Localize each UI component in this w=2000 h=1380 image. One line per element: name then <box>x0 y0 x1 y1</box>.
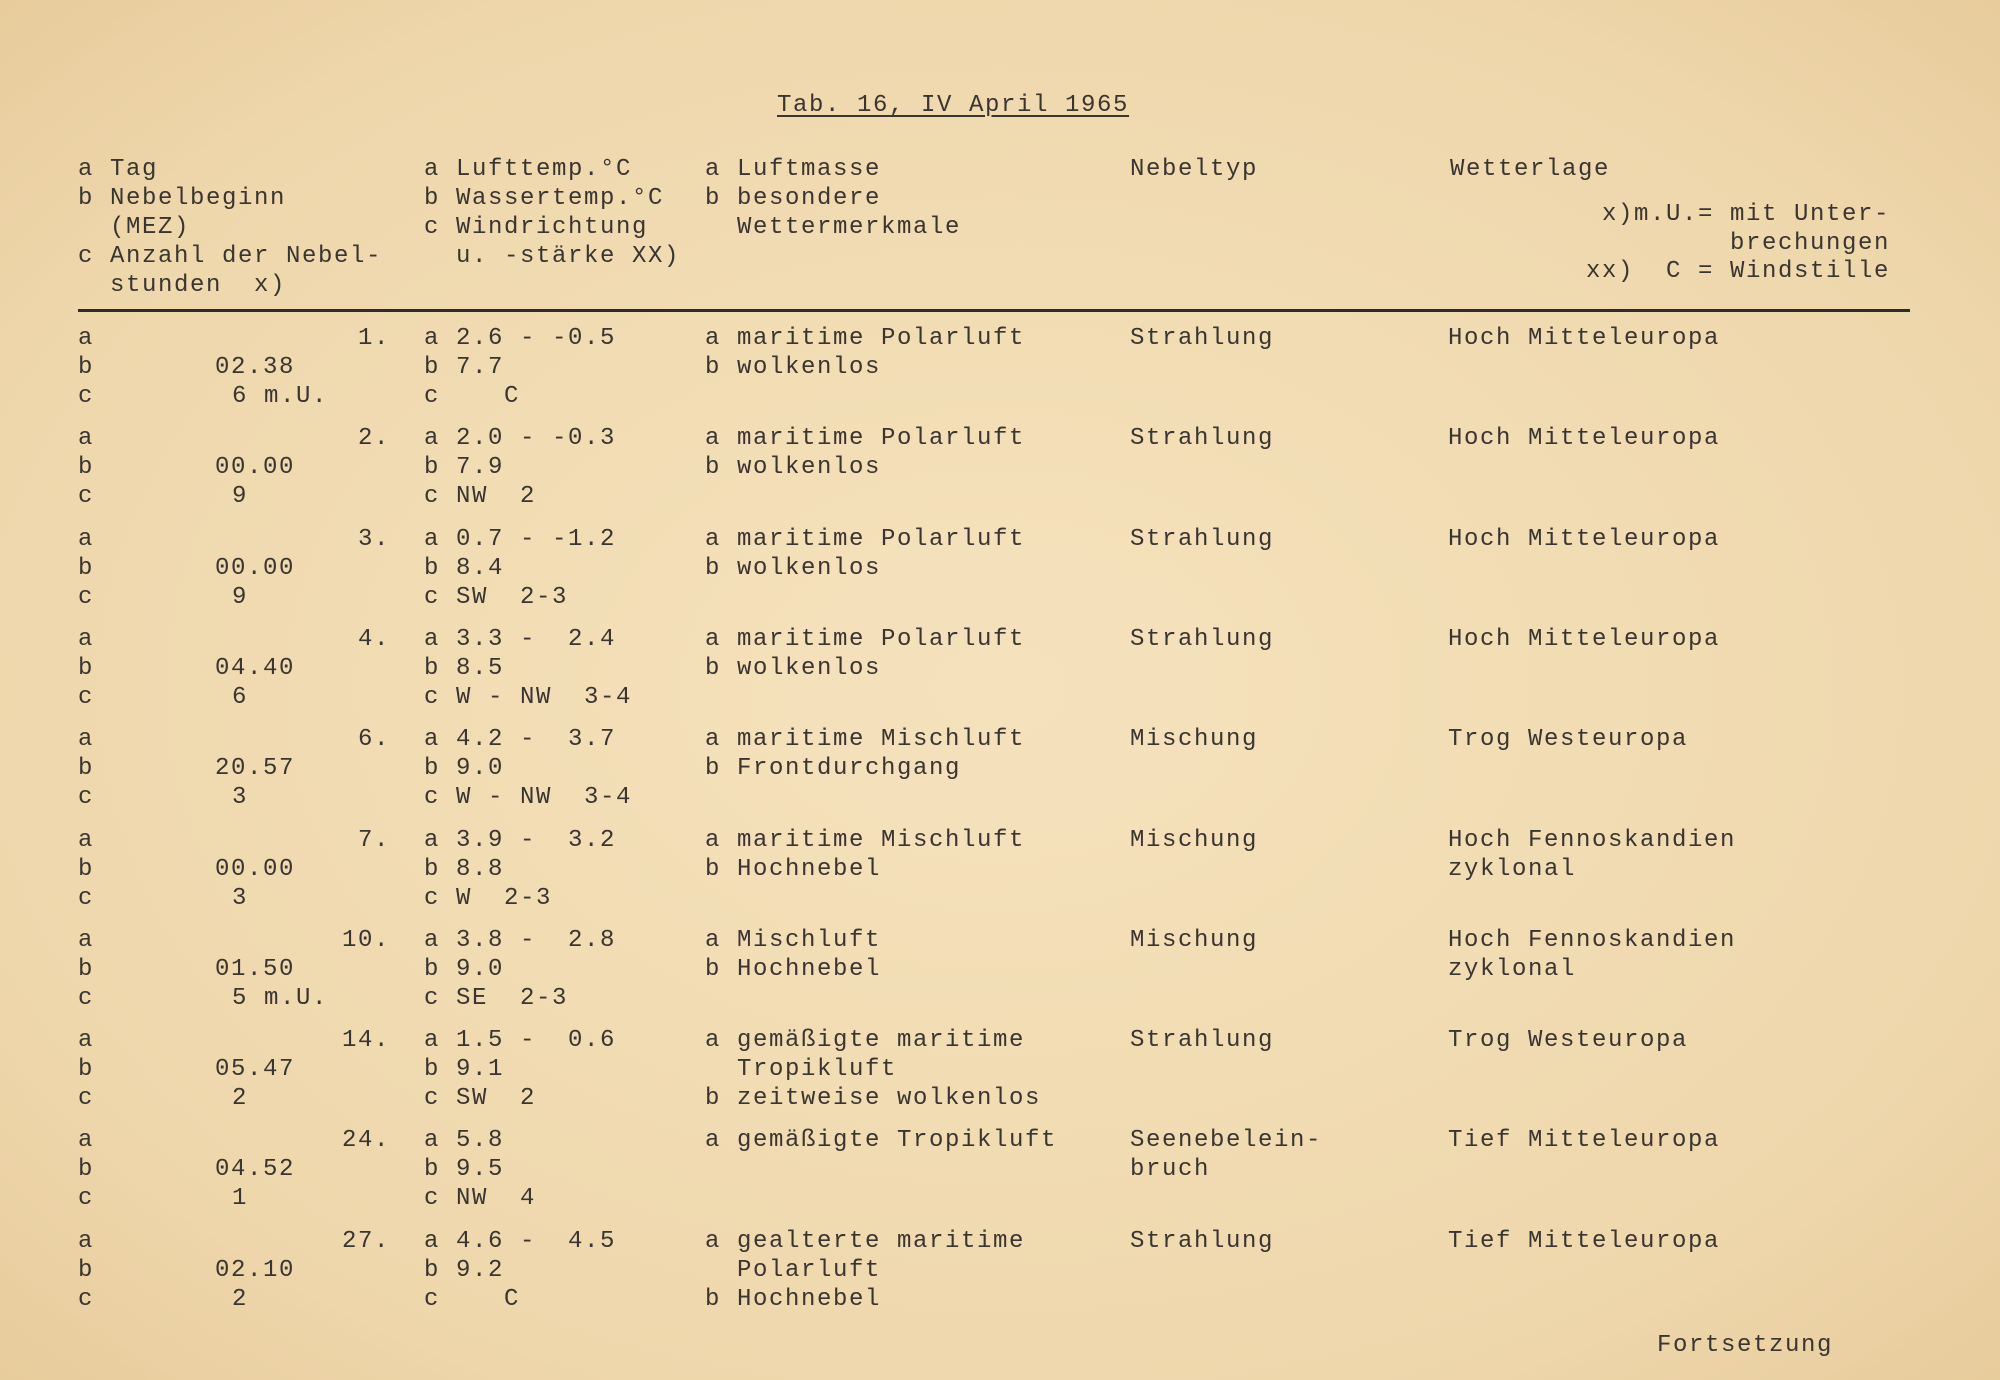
header-col-day-c2: stunden x) <box>78 272 287 299</box>
header-col-air-b: b besondere <box>705 185 882 212</box>
cell-wx2: zyklonal <box>1448 855 1577 883</box>
cell-begin: 00.00 <box>215 855 296 883</box>
row-line-marker: a <box>78 325 95 352</box>
header-col-air-b2: Wettermerkmale <box>705 214 962 241</box>
cell-day: 6. <box>357 726 390 754</box>
cell-type1: Strahlung <box>1130 525 1275 553</box>
cell-temp: a 4.2 - 3.7 <box>424 726 617 754</box>
cell-type1: Seenebelein- <box>1130 1127 1323 1155</box>
cell-temp: a 3.9 - 3.2 <box>424 826 617 854</box>
cell-air: a maritime Polarluft <box>705 525 1026 553</box>
row-line-marker: a <box>78 1027 95 1055</box>
cell-hours: 2 <box>232 1085 249 1113</box>
cell-wind: c NW 2 <box>424 483 537 511</box>
cell-feat2: b Hochnebel <box>705 1285 882 1313</box>
header-col-fogtype: Nebeltyp <box>1130 156 1259 183</box>
header-col-temp-c: c Windrichtung <box>424 214 649 241</box>
cell-hours: 3 <box>232 784 249 812</box>
row-line-marker: c <box>78 1285 95 1313</box>
header-note-1b: brechungen <box>1729 230 1890 257</box>
cell-water: b 8.4 <box>424 554 505 582</box>
cell-type1: Strahlung <box>1130 1227 1275 1255</box>
cell-air: a maritime Polarluft <box>705 325 1026 352</box>
cell-feat1: b Hochnebel <box>705 955 882 983</box>
row-line-marker: c <box>78 383 95 410</box>
header-col-day-a: a Tag <box>78 156 159 183</box>
cell-wind: c SW 2 <box>424 1085 537 1113</box>
cell-day: 7. <box>357 826 390 854</box>
row-line-marker: a <box>78 1127 95 1155</box>
header-col-day-b2: (MEZ) <box>78 214 191 241</box>
row-line-marker: a <box>78 525 95 553</box>
cell-air: a gemäßigte Tropikluft <box>705 1127 1058 1155</box>
cell-hours: 1 <box>232 1185 249 1213</box>
cell-temp: a 4.6 - 4.5 <box>424 1227 617 1255</box>
cell-type1: Mischung <box>1130 726 1259 754</box>
cell-begin: 00.00 <box>215 554 296 582</box>
cell-feat1: Tropikluft <box>705 1056 898 1084</box>
table-title: Tab. 16, IV April 1965 <box>777 92 1130 119</box>
cell-day: 24. <box>341 1127 390 1155</box>
cell-begin: 02.10 <box>215 1256 296 1284</box>
cell-wx1: Hoch Mitteleuropa <box>1448 625 1721 653</box>
cell-water: b 9.2 <box>424 1256 505 1284</box>
cell-air: a maritime Polarluft <box>705 625 1026 653</box>
cell-wx1: Hoch Mitteleuropa <box>1448 325 1721 352</box>
cell-type1: Strahlung <box>1130 425 1275 453</box>
cell-wx1: Hoch Mitteleuropa <box>1448 525 1721 553</box>
header-col-temp-a: a Lufttemp.°C <box>424 156 633 183</box>
cell-begin: 05.47 <box>215 1056 296 1084</box>
cell-wx1: Trog Westeuropa <box>1448 1027 1689 1055</box>
cell-temp: a 0.7 - -1.2 <box>424 525 617 553</box>
cell-type1: Strahlung <box>1130 325 1275 352</box>
row-line-marker: b <box>78 654 95 682</box>
cell-type1: Strahlung <box>1130 1027 1275 1055</box>
cell-wind: c SW 2-3 <box>424 583 569 611</box>
cell-water: b 9.0 <box>424 955 505 983</box>
cell-air: a maritime Mischluft <box>705 826 1026 854</box>
cell-wind: c W 2-3 <box>424 884 553 912</box>
cell-feat1: b Hochnebel <box>705 855 882 883</box>
cell-hours: 5 m.U. <box>232 984 329 1012</box>
header-col-weather: Wetterlage <box>1450 156 1611 183</box>
cell-water: b 9.5 <box>424 1156 505 1184</box>
cell-feat1: b wolkenlos <box>705 454 882 482</box>
row-line-marker: c <box>78 1185 95 1213</box>
cell-air: a maritime Polarluft <box>705 425 1026 453</box>
cell-air: a maritime Mischluft <box>705 726 1026 754</box>
cell-wind: c NW 4 <box>424 1185 537 1213</box>
cell-wind: c W - NW 3-4 <box>424 683 633 711</box>
row-line-marker: b <box>78 1156 95 1184</box>
header-col-day-b: b Nebelbeginn <box>78 185 287 212</box>
cell-feat1: b Frontdurchgang <box>705 755 962 783</box>
cell-water: b 7.7 <box>424 354 505 381</box>
row-line-marker: a <box>78 1227 95 1255</box>
cell-wx1: Tief Mitteleuropa <box>1448 1127 1721 1155</box>
row-line-marker: c <box>78 1085 95 1113</box>
cell-temp: a 5.8 <box>424 1127 505 1155</box>
cell-wx1: Hoch Fennoskandien <box>1448 826 1737 854</box>
cell-wx1: Hoch Mitteleuropa <box>1448 425 1721 453</box>
cell-temp: a 1.5 - 0.6 <box>424 1027 617 1055</box>
cell-day: 3. <box>357 525 390 553</box>
header-col-day-c: c Anzahl der Nebel- <box>78 243 383 270</box>
cell-begin: 02.38 <box>215 354 296 381</box>
row-line-marker: a <box>78 625 95 653</box>
cell-feat1: b wolkenlos <box>705 654 882 682</box>
cell-water: b 8.8 <box>424 855 505 883</box>
row-line-marker: a <box>78 726 95 754</box>
cell-temp: a 3.8 - 2.8 <box>424 926 617 954</box>
cell-feat1: b wolkenlos <box>705 354 882 381</box>
cell-air: a gemäßigte maritime <box>705 1027 1026 1055</box>
cell-begin: 04.40 <box>215 654 296 682</box>
row-line-marker: b <box>78 955 95 983</box>
cell-air: a gealterte maritime <box>705 1227 1026 1255</box>
cell-feat1: b wolkenlos <box>705 554 882 582</box>
cell-water: b 9.1 <box>424 1056 505 1084</box>
cell-hours: 6 <box>232 683 249 711</box>
cell-temp: a 2.0 - -0.3 <box>424 425 617 453</box>
cell-day: 4. <box>357 625 390 653</box>
cell-wind: c C <box>424 1285 521 1313</box>
cell-hours: 9 <box>232 483 249 511</box>
cell-temp: a 3.3 - 2.4 <box>424 625 617 653</box>
row-line-marker: b <box>78 755 95 783</box>
cell-feat2: b zeitweise wolkenlos <box>705 1085 1042 1113</box>
cell-hours: 3 <box>232 884 249 912</box>
cell-type1: Strahlung <box>1130 625 1275 653</box>
cell-air: a Mischluft <box>705 926 882 954</box>
cell-type1: Mischung <box>1130 826 1259 854</box>
cell-water: b 7.9 <box>424 454 505 482</box>
cell-begin: 04.52 <box>215 1156 296 1184</box>
cell-temp: a 2.6 - -0.5 <box>424 325 617 352</box>
row-line-marker: a <box>78 425 95 453</box>
row-line-marker: a <box>78 926 95 954</box>
cell-day: 10. <box>341 926 390 954</box>
row-line-marker: a <box>78 826 95 854</box>
cell-hours: 2 <box>232 1285 249 1313</box>
row-line-marker: c <box>78 583 95 611</box>
cell-type1: Mischung <box>1130 926 1259 954</box>
header-note-2: xx) C = Windstille <box>1585 258 1890 285</box>
header-rule <box>78 309 1910 312</box>
row-line-marker: b <box>78 354 95 381</box>
header-note-1a: x)m.U.= mit Unter- <box>1601 201 1890 228</box>
cell-wx1: Trog Westeuropa <box>1448 726 1689 754</box>
cell-begin: 00.00 <box>215 454 296 482</box>
row-line-marker: c <box>78 984 95 1012</box>
cell-day: 27. <box>341 1227 390 1255</box>
row-line-marker: b <box>78 855 95 883</box>
row-line-marker: b <box>78 1256 95 1284</box>
cell-begin: 01.50 <box>215 955 296 983</box>
row-line-marker: b <box>78 1056 95 1084</box>
row-line-marker: c <box>78 483 95 511</box>
cell-wind: c W - NW 3-4 <box>424 784 633 812</box>
cell-wx1: Tief Mitteleuropa <box>1448 1227 1721 1255</box>
cell-wind: c C <box>424 383 521 410</box>
cell-feat1: Polarluft <box>705 1256 882 1284</box>
cell-type2: bruch <box>1130 1156 1211 1184</box>
cell-wx2: zyklonal <box>1448 955 1577 983</box>
cell-hours: 6 m.U. <box>232 383 329 410</box>
cell-water: b 8.5 <box>424 654 505 682</box>
header-col-temp-b: b Wassertemp.°C <box>424 185 665 212</box>
continuation-note: Fortsetzung <box>1657 1332 1834 1359</box>
cell-wind: c SE 2-3 <box>424 984 569 1012</box>
cell-day: 14. <box>341 1027 390 1055</box>
row-line-marker: c <box>78 683 95 711</box>
cell-day: 2. <box>357 425 390 453</box>
cell-wx1: Hoch Fennoskandien <box>1448 926 1737 954</box>
row-line-marker: c <box>78 784 95 812</box>
cell-water: b 9.0 <box>424 755 505 783</box>
row-line-marker: c <box>78 884 95 912</box>
cell-day: 1. <box>357 325 390 352</box>
header-col-temp-c2: u. -stärke XX) <box>424 243 681 270</box>
row-line-marker: b <box>78 454 95 482</box>
header-col-air-a: a Luftmasse <box>705 156 882 183</box>
row-line-marker: b <box>78 554 95 582</box>
cell-hours: 9 <box>232 583 249 611</box>
cell-begin: 20.57 <box>215 755 296 783</box>
